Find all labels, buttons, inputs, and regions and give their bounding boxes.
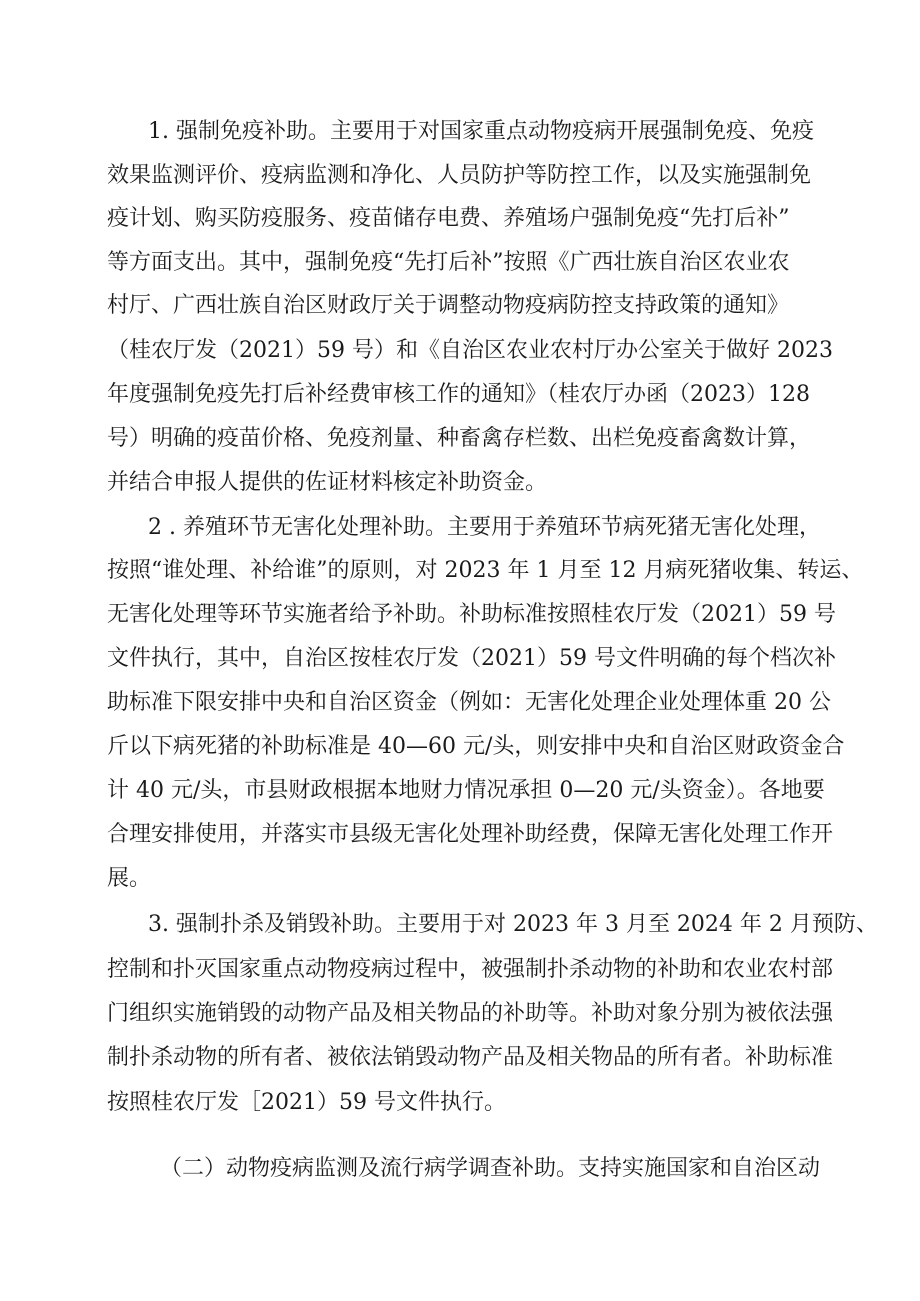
paragraph-line: 无害化处理等环节实施者给予补助。补助标准按照桂农厅发（2021）59 号 (107, 602, 836, 627)
paragraph-line: 计 40 元/头，市县财政根据本地财力情况承担 0—20 元/头资金）。各地要 (107, 778, 825, 803)
paragraph-line: 制扑杀动物的所有者、被依法销毁动物产品及相关物品的所有者。补助标准 (107, 1045, 834, 1070)
paragraph-line: 村厅、广西壮族自治区财政厅关于调整动物疫病防控支持政策的通知》 (107, 293, 790, 318)
paragraph-line: 并结合申报人提供的佐证材料核定补助资金。 (107, 470, 548, 495)
paragraph-line: 年度强制免疫先打后补经费审核工作的通知》（桂农厅办函（2023）128 (107, 382, 810, 407)
paragraph-line: 号）明确的疫苗价格、免疫剂量、种畜禽存栏数、出栏免疫畜禽数计算， (107, 426, 812, 451)
paragraph-line: （桂农厅发（2021）59 号）和《自治区农业农村厅办公室关于做好 2023 (107, 338, 833, 363)
paragraph-line: 按照桂农厅发［2021）59 号文件执行。 (107, 1090, 506, 1115)
paragraph-line: 斤以下病死猪的补助标准是 40—60 元/头，则安排中央和自治区财政资金合 (107, 734, 845, 759)
paragraph-line: 疫计划、购买防疫服务、疫苗储存电费、养殖场户强制免疫“先打后补” (107, 206, 790, 231)
paragraph-line: 展。 (107, 866, 152, 891)
paragraph-line: 2 . 养殖环节无害化处理补助。主要用于养殖环节病死猪无害化处理， (148, 515, 821, 540)
paragraph-line: 按照“谁处理、补给谁”的原则，对 2023 年 1 月至 12 月病死猪收集、转运、 (107, 558, 864, 583)
paragraph-line: 效果监测评价、疫病监测和净化、人员防护等防控工作，以及实施强制免 (107, 163, 812, 188)
paragraph-line: 合理安排使用，并落实市县级无害化处理补助经费，保障无害化处理工作开 (107, 822, 834, 847)
paragraph-line: 文件执行，其中，自治区按桂农厅发（2021）59 号文件明确的每个档次补 (107, 646, 836, 671)
paragraph-line: 控制和扑灭国家重点动物疫病过程中，被强制扑杀动物的补助和农业农村部 (107, 957, 834, 982)
paragraph-line: 3. 强制扑杀及销毁补助。主要用于对 2023 年 3 月至 2024 年 2 月预防、 (148, 912, 878, 937)
paragraph-line: 助标准下限安排中央和自治区资金（例如：无害化处理企业处理体重 20 公 (107, 690, 831, 715)
paragraph-line: 等方面支出。其中，强制免疫“先打后补”按照《广西壮族自治区农业农 (107, 250, 790, 275)
paragraph-line: 1. 强制免疫补助。主要用于对国家重点动物疫病开展强制免疫、免疫 (148, 119, 814, 144)
paragraph-line: （二）动物疫病监测及流行病学调查补助。支持实施国家和自治区动 (160, 1156, 821, 1181)
paragraph-line: 门组织实施销毁的动物产品及相关物品的补助等。补助对象分别为被依法强 (107, 1001, 834, 1026)
